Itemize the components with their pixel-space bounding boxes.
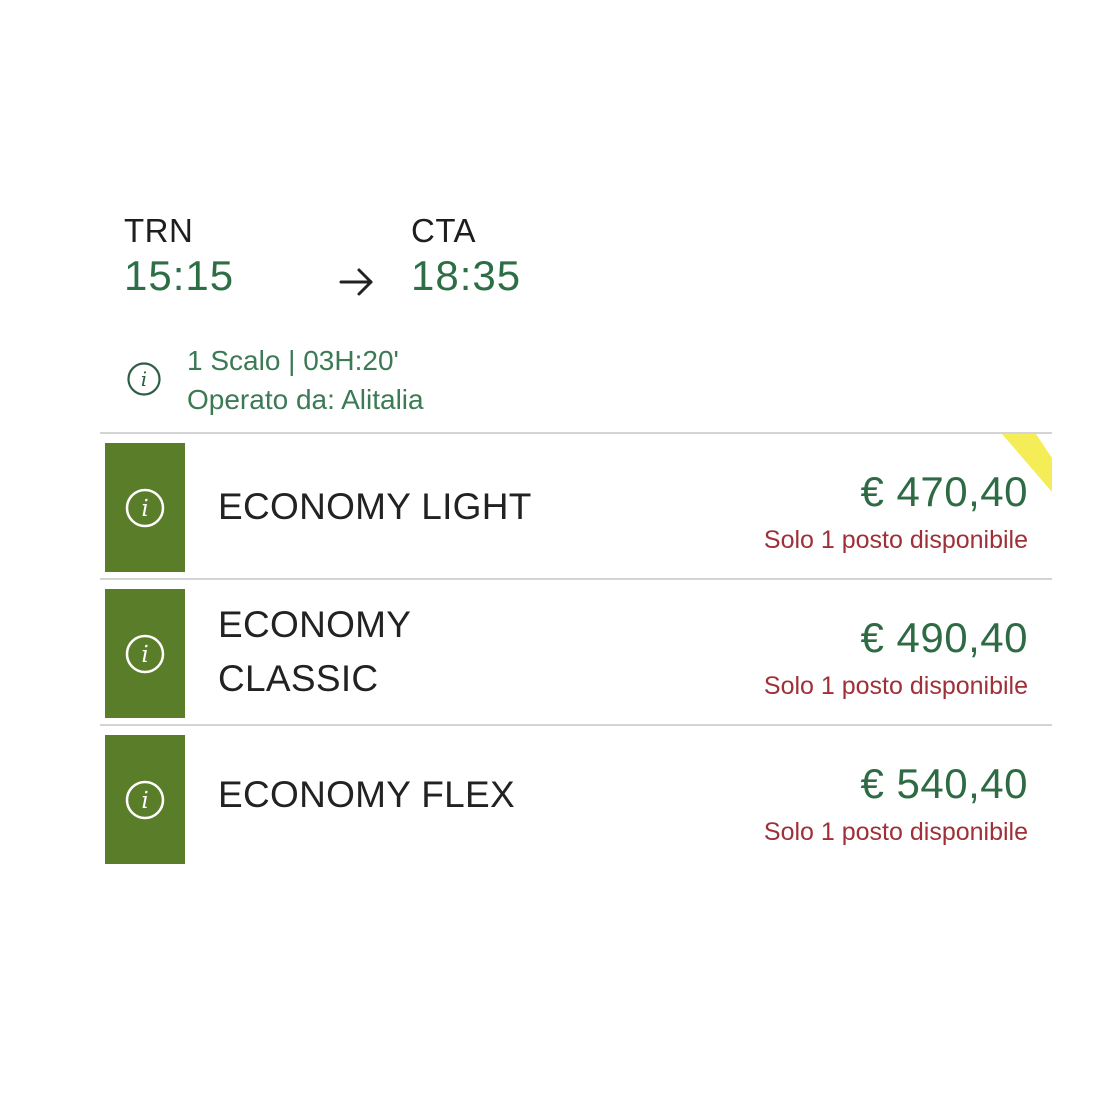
route-summary	[124, 212, 604, 312]
fare-name-line-1: ECONOMY	[218, 604, 412, 645]
fare-name-line-2: CLASSIC	[218, 658, 379, 699]
fare-info-button[interactable]	[105, 443, 185, 572]
svg-text:i: i	[141, 641, 149, 668]
operated-by: Operato da: Alitalia	[187, 384, 424, 415]
fare-row-economy-classic[interactable]	[100, 578, 1052, 726]
fare-price: € 470,40	[860, 468, 1028, 515]
info-icon	[123, 778, 167, 822]
fare-availability: Solo 1 posto disponibile	[763, 818, 1028, 846]
flight-details	[126, 345, 626, 425]
fare-name: ECONOMY LIGHT	[218, 486, 532, 527]
fare-name: ECONOMY FLEX	[218, 774, 515, 815]
fare-info-button[interactable]	[105, 735, 185, 864]
fare-availability: Solo 1 posto disponibile	[763, 672, 1028, 700]
departure-airport-code: TRN	[124, 212, 194, 249]
fare-price: € 490,40	[860, 614, 1028, 661]
svg-text:i: i	[140, 367, 148, 391]
departure-time: 15:15	[124, 252, 235, 299]
fare-row-economy-light[interactable]	[100, 432, 1052, 580]
arrow-right-icon	[337, 262, 377, 302]
svg-text:i: i	[141, 787, 149, 814]
fare-row-economy-flex[interactable]	[100, 724, 1052, 872]
info-icon	[123, 632, 167, 676]
stops-duration: 1 Scalo | 03H:20'	[187, 345, 399, 376]
info-icon	[123, 486, 167, 530]
arrival-airport-code: CTA	[411, 212, 477, 249]
arrival-time: 18:35	[411, 252, 522, 299]
info-icon[interactable]	[126, 361, 162, 397]
svg-text:i: i	[141, 495, 149, 522]
fare-availability: Solo 1 posto disponibile	[763, 526, 1028, 554]
fare-price: € 540,40	[860, 760, 1028, 807]
fare-info-button[interactable]	[105, 589, 185, 718]
